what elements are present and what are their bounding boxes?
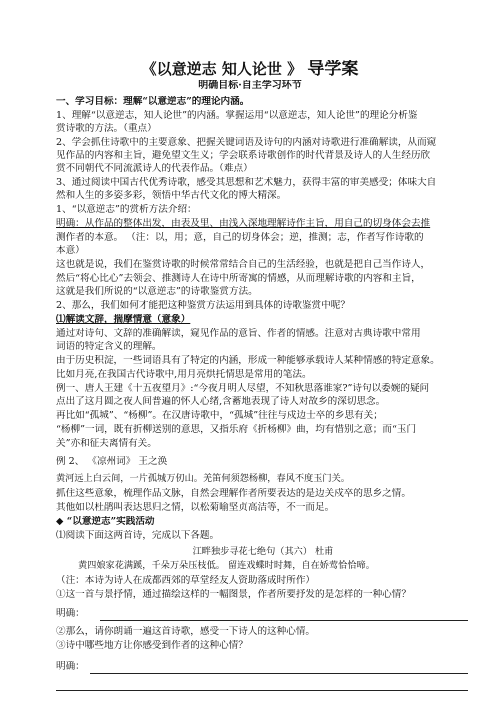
answer-line[interactable]: [100, 620, 468, 621]
answer-label: 明确：: [56, 661, 85, 672]
text-line: 比如月亮,在我国古代诗歌中,用月亮烘托情思是常用的笔法。: [56, 369, 312, 380]
poem-line: 黄河远上白云间，一片孤城万仞山。羌笛何须怨杨柳，春风不度玉门关。: [56, 473, 350, 484]
section-heading: 一、学习目标：理解“以意逆志”的理论内涵。: [56, 96, 250, 107]
poem-title: 江畔独步寻花七绝句（其六） 杜甫: [192, 546, 334, 557]
text-line: 然和人生的多姿多彩，领悟中华古代文化的博大精深。: [56, 190, 287, 201]
text-line: 1、理解“以意逆志，知人论世”的内涵。掌握运用“以意逆志，知人论世”的理论分析鉴: [56, 110, 418, 121]
text-line: 由于历史积淀，一些词语具有了特定的内涵，形成一种能够承载诗人某种情感的特定意象。: [56, 355, 440, 366]
text-line: 然后“将心比心”去领会、推测诗人在诗中所寄寓的情感，从而理解诗歌的内容和主旨，: [56, 273, 421, 284]
text-line: 赏不同朝代不同流派诗人的代表作品。（难点）: [56, 163, 253, 174]
text-line: 关”亦和征夫离情有关。: [56, 438, 157, 449]
text-line: ⑴阅读下面这两首诗，完成以下各题。: [56, 530, 220, 541]
answer-line[interactable]: [56, 690, 468, 691]
text-line: 点出了这月圆之夜人间普遍的怀人心绪,含蓄地表现了诗人对故乡的深切思念。: [56, 396, 386, 407]
text-line: 其他如以杜鹃叫表达思归之情，以松菊喻坚贞高洁等，不一而足。: [56, 502, 335, 513]
text-line: 词语的特定含义的理解。: [56, 341, 162, 352]
title-suffix: 导学案: [307, 60, 359, 78]
text-line: 通过对诗句、文辞的准确解读，窥见作品的意旨、作者的情感。注意对古典诗歌中常用: [56, 328, 421, 339]
question-3: ③诗中哪些地方让你感受到作者的这种心情？: [56, 640, 248, 651]
example-heading: 例 2、 《凉州词》 王之涣: [56, 456, 168, 467]
page-subtitle: 明确目标·自主学习环节: [198, 80, 302, 91]
text-line: 赏诗歌的方法。（重点）: [56, 123, 157, 134]
text-line: 3、通过阅读中国古代优秀诗歌，感受其思想和艺术魅力，获得丰富的审美感受；体味大自: [56, 177, 437, 188]
text-line: 这就是我们所说的“以意逆志”的诗歌鉴赏方法。: [56, 286, 258, 297]
activity-heading: ◆ “以意逆志”实践活动: [56, 516, 155, 527]
answer-line[interactable]: [90, 673, 468, 674]
text-line: 2、那么，我们如何才能把这种鉴赏方法运用到具体的诗歌鉴赏中呢？: [56, 300, 350, 311]
text-line: 例一、唐人王建《十五夜望月》:“今夜月明人尽望，不知秋思落谁家?”诗句以委婉的疑问: [56, 383, 430, 394]
question-1: ①这一首与景抒情，通过描绘这样的一幅图景，作者所要抒发的是怎样的一种心情？: [56, 589, 411, 600]
text-line: 这也就是说，我们在鉴赏诗歌的时候常常结合自己的生活经验，也就是把自己当作诗人，: [56, 259, 431, 270]
text-line: 本意）: [56, 245, 85, 256]
poem-line: 黄四娘家花满蹊，千朵万朵压枝低。 留连戏蝶时时舞，自在娇莺恰恰啼。: [78, 560, 375, 571]
text-line: 1、“以意逆志”的赏析方法介绍：: [56, 204, 197, 215]
answer-label: 明确：: [56, 608, 85, 619]
page-title: [0, 60, 500, 78]
title-main: 《以意逆志 知人论世 》: [141, 60, 303, 78]
text-line: 测作者的本意。 （注：以，用；意，自己的切身体会；逆，推测；志，作者写作诗歌的: [56, 232, 424, 243]
text-line: （注：本诗为诗人在成都西郊的草堂经友人资助落成时所作）: [56, 575, 316, 586]
text-line: “杨柳”一词，既有折柳送别的意思，又指乐府《折杨柳》曲，均有惜别之意；而“玉门: [56, 424, 417, 435]
text-line: 抓住这些意象，梳理作品文脉，自然会理解作者所要表达的是边关戍卒的思乡之情。: [56, 488, 411, 499]
question-2: ②那么，请你朗诵一遍这首诗歌，感受一下诗人的这种心情。: [56, 626, 316, 637]
text-line: 明确：从作品的整体出发，由表及里、由浅入深地理解诗作主旨，用自己的切身体会去推: [56, 218, 431, 229]
text-line: 2、学会抓住诗歌中的主要意象、把握关键词语及诗句的内涵对诗歌进行准确解读，从而窥: [56, 137, 437, 148]
text-line: 见作品的内容和主旨，避免望文生义；学会联系诗歌创作的时代背景及诗人的人生经历欣: [56, 150, 431, 161]
text-line: 再比如“孤城”、“杨柳”。在汉唐诗歌中，“孤城”往往与戍边士卒的乡思有关；: [56, 410, 383, 421]
subheading: ⑴解读文辞，揣摩情意（意象）: [56, 314, 191, 325]
